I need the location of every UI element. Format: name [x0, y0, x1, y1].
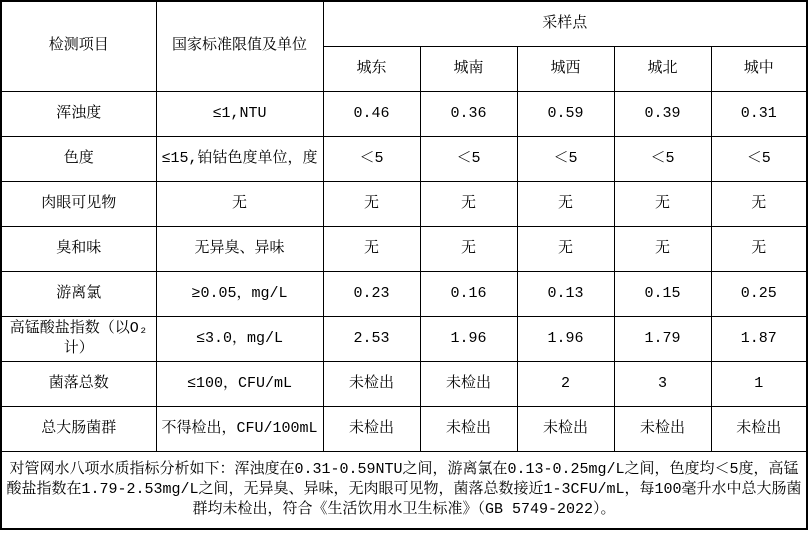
summary-row [1, 451, 807, 529]
sampling-point-header: 城中 [711, 46, 807, 91]
value-cell: 未检出 [420, 361, 517, 406]
header-item-column: 检测项目 [1, 1, 156, 91]
value-cell: 无 [420, 226, 517, 271]
header-row-top [1, 1, 807, 46]
standard-cell: ≤15,铂钴色度单位，度 [156, 136, 323, 181]
analysis-summary-text: 对管网水八项水质指标分析如下：浑浊度在0.31-0.59NTU之间，游离氯在0.13-0.25mg/L之间，色度均＜5度，高锰酸盐指数在1.79-2.53mg/L之间，无异臭、异味，无肉眼可见物，菌落总数接近1-3CFU/mL，每100毫升水中总大肠菌群均未检出，符合《生活饮用水卫生标准》（GB 5749-2022）。 [1, 451, 807, 529]
sampling-point-header: 城西 [517, 46, 614, 91]
value-cell: 未检出 [614, 406, 711, 451]
item-cell: 高锰酸盐指数（以O₂计） [1, 316, 156, 361]
value-cell: 无 [711, 181, 807, 226]
sampling-point-header: 城南 [420, 46, 517, 91]
table-row-colony-count [1, 361, 807, 406]
value-cell: 无 [420, 181, 517, 226]
standard-cell: 不得检出，CFU/100mL [156, 406, 323, 451]
standard-cell: 无异臭、异味 [156, 226, 323, 271]
value-cell: 0.36 [420, 91, 517, 136]
table-row-chroma [1, 136, 807, 181]
value-cell: 无 [517, 226, 614, 271]
item-cell: 游离氯 [1, 271, 156, 316]
table-row-odor-taste [1, 226, 807, 271]
table-row-free-chlorine [1, 271, 807, 316]
value-cell: 0.23 [323, 271, 420, 316]
item-cell: 臭和味 [1, 226, 156, 271]
value-cell: 无 [614, 226, 711, 271]
value-cell: ＜5 [711, 136, 807, 181]
item-cell: 菌落总数 [1, 361, 156, 406]
value-cell: 2 [517, 361, 614, 406]
value-cell: 0.31 [711, 91, 807, 136]
item-cell: 肉眼可见物 [1, 181, 156, 226]
value-cell: 无 [517, 181, 614, 226]
value-cell: ＜5 [323, 136, 420, 181]
value-cell: 1.96 [517, 316, 614, 361]
value-cell: ＜5 [614, 136, 711, 181]
value-cell: 未检出 [711, 406, 807, 451]
value-cell: 无 [323, 226, 420, 271]
value-cell: 未检出 [420, 406, 517, 451]
item-cell: 总大肠菌群 [1, 406, 156, 451]
value-cell: 0.39 [614, 91, 711, 136]
value-cell: 1.96 [420, 316, 517, 361]
value-cell: 0.16 [420, 271, 517, 316]
table-row-turbidity [1, 91, 807, 136]
value-cell: ＜5 [420, 136, 517, 181]
table-row-total-coliform [1, 406, 807, 451]
item-cell: 浑浊度 [1, 91, 156, 136]
standard-cell: ≤3.0，mg/L [156, 316, 323, 361]
table-row-visible-matter [1, 181, 807, 226]
value-cell: 2.53 [323, 316, 420, 361]
value-cell: 未检出 [517, 406, 614, 451]
header-sampling-group: 采样点 [323, 1, 807, 46]
standard-cell: 无 [156, 181, 323, 226]
value-cell: 0.25 [711, 271, 807, 316]
item-cell: 色度 [1, 136, 156, 181]
value-cell: 未检出 [323, 361, 420, 406]
value-cell: 未检出 [323, 406, 420, 451]
value-cell: 3 [614, 361, 711, 406]
header-standard-column: 国家标准限值及单位 [156, 1, 323, 91]
standard-cell: ≤100，CFU/mL [156, 361, 323, 406]
value-cell: ＜5 [517, 136, 614, 181]
standard-cell: ≤1,NTU [156, 91, 323, 136]
value-cell: 0.15 [614, 271, 711, 316]
table-row-permanganate-index [1, 316, 807, 361]
value-cell: 0.13 [517, 271, 614, 316]
value-cell: 1.79 [614, 316, 711, 361]
standard-cell: ≥0.05，mg/L [156, 271, 323, 316]
sampling-point-header: 城北 [614, 46, 711, 91]
value-cell: 无 [614, 181, 711, 226]
value-cell: 0.46 [323, 91, 420, 136]
value-cell: 无 [323, 181, 420, 226]
value-cell: 0.59 [517, 91, 614, 136]
sampling-point-header: 城东 [323, 46, 420, 91]
value-cell: 1 [711, 361, 807, 406]
value-cell: 无 [711, 226, 807, 271]
value-cell: 1.87 [711, 316, 807, 361]
